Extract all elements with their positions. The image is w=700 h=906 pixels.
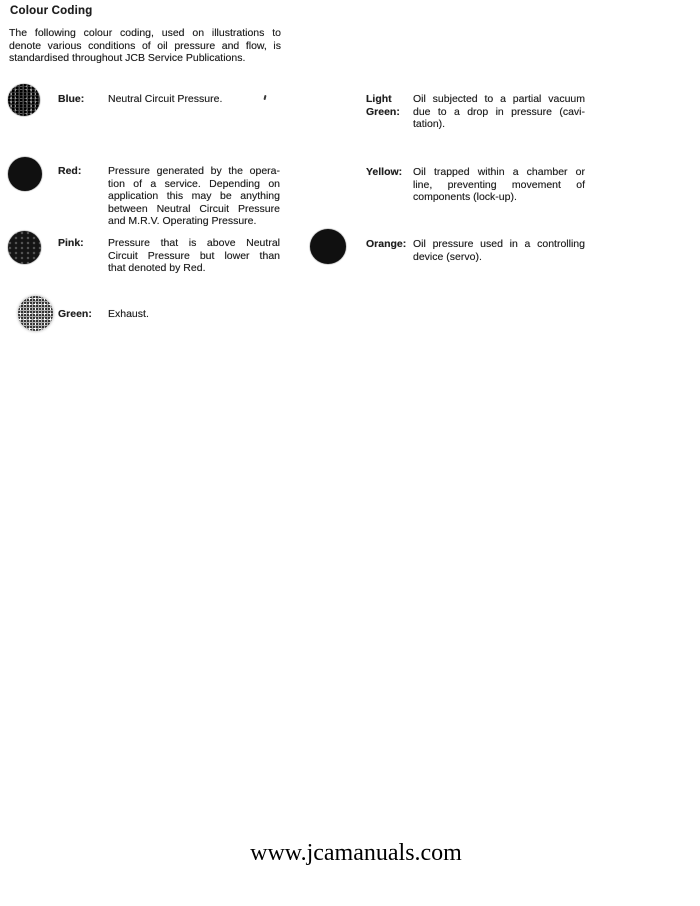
desc-line: device (servo). bbox=[413, 250, 482, 263]
desc-line: Oil subjected to a partial vacuum bbox=[413, 93, 585, 105]
intro-paragraph bbox=[9, 27, 281, 65]
desc-line: Pressure generated by the opera- bbox=[108, 165, 280, 177]
page-title: Colour Coding bbox=[10, 5, 93, 17]
desc-line: components (lock-up). bbox=[413, 191, 517, 203]
light-green-description bbox=[413, 93, 585, 131]
desc-line: Neutral Circuit Pressure. bbox=[108, 93, 223, 105]
pink-swatch-icon bbox=[8, 231, 41, 264]
green-description bbox=[108, 308, 280, 321]
blue-swatch-icon bbox=[8, 84, 40, 116]
orange-description bbox=[413, 238, 585, 263]
orange-swatch-icon bbox=[310, 229, 346, 264]
desc-line: application this may be anything bbox=[108, 190, 280, 202]
desc-line: line, preventing movement of bbox=[413, 178, 585, 191]
desc-line: that denoted by Red. bbox=[108, 262, 206, 274]
blue-description bbox=[108, 93, 280, 106]
desc-line: tion of a service. Depending on bbox=[108, 177, 280, 190]
red-swatch-icon bbox=[8, 157, 42, 191]
blue-label: Blue: bbox=[58, 93, 85, 105]
watermark-url: www.jcamanuals.com bbox=[250, 840, 462, 866]
yellow-description bbox=[413, 166, 585, 204]
desc-line: Oil trapped within a chamber or bbox=[413, 166, 585, 178]
desc-line: tation). bbox=[413, 118, 446, 130]
intro-line: denote various conditions of oil pressure and flow, is bbox=[9, 39, 281, 52]
green-swatch-icon bbox=[18, 296, 53, 331]
label-line: Light bbox=[366, 93, 392, 105]
desc-line: between Neutral Circuit Pressure bbox=[108, 202, 280, 215]
desc-line: Oil pressure used in a controlling bbox=[413, 238, 585, 250]
desc-line: and M.R.V. Operating Pressure. bbox=[108, 215, 257, 227]
intro-line: The following colour coding, used on illustrations to bbox=[9, 27, 281, 39]
yellow-label: Yellow: bbox=[366, 166, 403, 178]
desc-line: Exhaust. bbox=[108, 308, 149, 320]
red-label: Red: bbox=[58, 165, 82, 177]
green-label: Green: bbox=[58, 308, 92, 320]
desc-line: due to a drop in pressure (cavi- bbox=[413, 105, 585, 118]
red-description bbox=[108, 165, 280, 228]
orange-label: Orange: bbox=[366, 238, 407, 250]
intro-line: standardised throughout JCB Service Publications. bbox=[9, 52, 246, 64]
label-line: Green: bbox=[366, 105, 400, 118]
desc-line: Pressure that is above Neutral bbox=[108, 237, 280, 249]
pink-description bbox=[108, 237, 280, 275]
light-green-label bbox=[366, 93, 400, 118]
pink-label: Pink: bbox=[58, 237, 84, 249]
desc-line: Circuit Pressure but lower than bbox=[108, 249, 280, 262]
